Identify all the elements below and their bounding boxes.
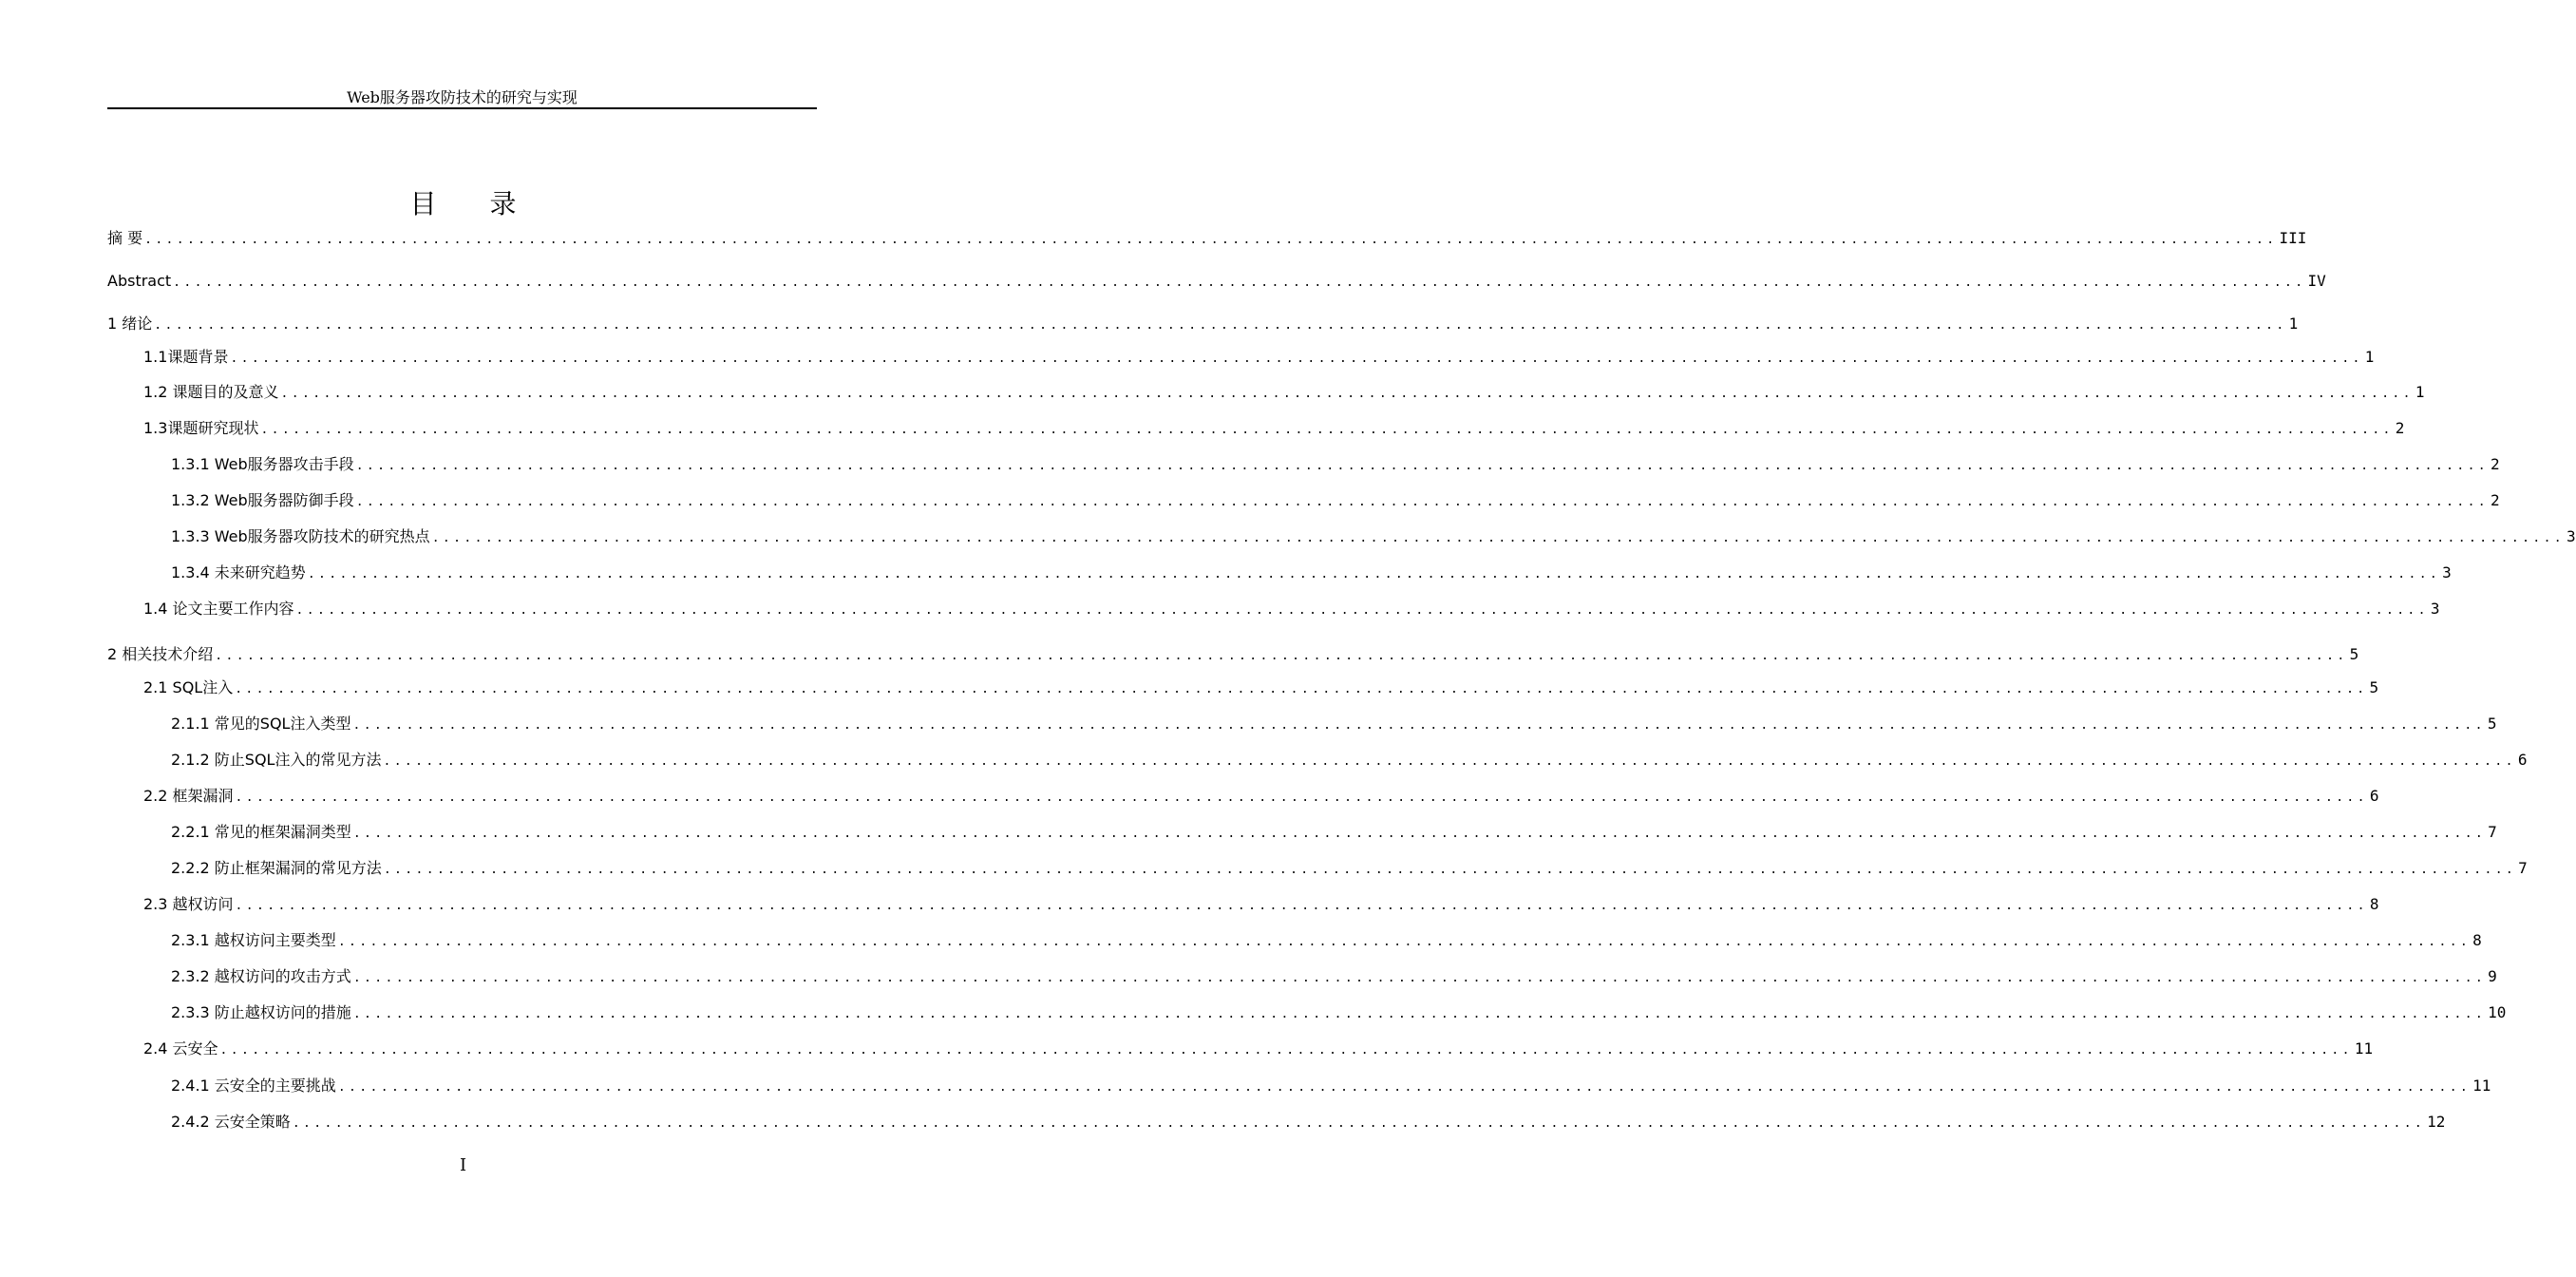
toc-entry-label: 2.1 SQL注入 [143,678,234,696]
toc-entry-label: 2.3.1 越权访问主要类型 [171,931,336,949]
toc-entry[interactable] [143,677,2379,698]
toc-entry-page: III [2279,229,2307,247]
toc-entry-page: 7 [2488,823,2497,841]
toc-entry-label: 1.4 论文主要工作内容 [143,600,294,618]
toc-entry-label: 1 绪论 [107,314,153,333]
toc-entry-label: Abstract [107,272,172,290]
toc-entry-page: 5 [2349,645,2359,663]
toc-entry-page: 3 [2442,563,2452,581]
toc-entry-page: 5 [2369,678,2379,696]
toc-entry-label: 1.3.4 未来研究趋势 [171,563,306,581]
toc-entry[interactable] [107,314,2299,334]
toc-entry-label: 2.3.3 防止越权访问的措施 [171,1003,351,1021]
toc-entry-page: 8 [2369,895,2379,913]
dot-leader: ........................................................................................................................................................................................................ [173,276,2306,290]
toc-entry-page: 11 [2354,1039,2374,1058]
toc-entry-page: 3 [2430,600,2440,618]
title-char: 录 [489,188,517,219]
toc-entry[interactable] [143,382,2425,403]
dot-leader: ........................................................................................................................................................................................................ [154,318,2287,333]
toc-entry-page: IV [2307,272,2326,290]
toc-entry-page: 7 [2518,859,2528,877]
toc-entry-label: 1.2 课题目的及意义 [143,383,279,401]
dot-leader: ........................................................................................................................................................................................................ [307,567,2441,581]
toc-entry-label: 1.3.1 Web服务器攻击手段 [171,455,354,473]
toc-entry-page: 2 [2395,419,2405,437]
toc-entry[interactable] [171,562,2452,583]
toc-entry-page: 2 [2491,491,2500,509]
dot-leader: ........................................................................................................................................................................................................ [337,1080,2472,1095]
page-number: I [459,1155,467,1175]
toc-entry-label: 2.4.2 云安全策略 [171,1113,291,1131]
toc-entry[interactable] [171,490,2500,511]
toc-entry-label: 2.4.1 云安全的主要挑战 [171,1077,336,1095]
toc-entry-page: 6 [2517,751,2528,769]
toc-entry[interactable] [171,858,2528,879]
toc-entry-label: 2.3 越权访问 [143,895,234,913]
toc-entry[interactable] [143,786,2379,807]
toc-entry-label: 2.3.2 越权访问的攻击方式 [171,967,351,985]
toc-entry-label: 2.2 框架漏洞 [143,787,234,805]
toc-entry-page: 10 [2488,1003,2507,1021]
dot-leader: ........................................................................................................................................................................................................ [144,233,2278,247]
toc-entry-page: 5 [2487,715,2497,733]
dot-leader: ........................................................................................................................................................................................................ [235,682,2368,696]
dot-leader: ........................................................................................................................................................................................................ [352,1007,2487,1021]
toc-entry[interactable] [107,644,2359,665]
toc-entry-page: 11 [2472,1077,2491,1095]
dot-leader: ........................................................................................................................................................................................................ [383,863,2517,877]
toc-entry-label: 1.3.2 Web服务器防御手段 [171,491,354,509]
toc-entry-page: 3 [2567,527,2576,545]
dot-leader: ........................................................................................................................................................................................................ [295,603,2429,618]
toc-entry[interactable] [171,526,2576,547]
toc-entry-page: 1 [2364,348,2375,366]
toc-entry[interactable] [107,271,2326,292]
toc-entry-page: 1 [2415,383,2425,401]
toc-entry-page: 12 [2427,1113,2446,1131]
running-header: Web服务器攻防技术的研究与实现 [347,88,578,106]
toc-entry[interactable] [171,750,2528,771]
toc-entry[interactable] [171,930,2482,951]
toc-entry[interactable] [171,1076,2491,1096]
toc-entry[interactable] [171,454,2500,475]
dot-leader: ........................................................................................................................................................................................................ [352,827,2487,841]
dot-leader: ........................................................................................................................................................................................................ [352,971,2487,985]
dot-leader: ........................................................................................................................................................................................................ [280,387,2414,401]
toc-entry[interactable] [171,822,2497,843]
toc-entry-label: 摘 要 [107,229,143,247]
dot-leader: ........................................................................................................................................................................................................ [355,495,2490,509]
toc-entry[interactable] [171,1112,2446,1133]
page-title [0,183,926,221]
dot-leader: ........................................................................................................................................................................................................ [355,459,2490,473]
toc-entry[interactable] [107,228,2307,249]
dot-leader: ........................................................................................................................................................................................................ [431,531,2566,545]
title-char: 目 [409,188,437,219]
dot-leader: ........................................................................................................................................................................................................ [215,649,2348,663]
dot-leader: ........................................................................................................................................................................................................ [235,791,2368,805]
toc-entry-label: 2.2.1 常见的框架漏洞类型 [171,823,351,841]
toc-entry[interactable] [171,1002,2507,1023]
toc-entry-label: 2.4 云安全 [143,1039,218,1058]
toc-entry-label: 2.1.1 常见的SQL注入类型 [171,715,351,733]
toc-entry[interactable] [171,966,2497,987]
toc-entry-label: 2 相关技术介绍 [107,645,214,663]
toc-entry-page: 6 [2369,787,2379,805]
toc-entry[interactable] [143,418,2405,439]
dot-leader: ........................................................................................................................................................................................................ [219,1043,2353,1058]
toc-entry-page: 1 [2288,314,2299,333]
dot-leader: ........................................................................................................................................................................................................ [235,899,2368,913]
dot-leader: ........................................................................................................................................................................................................ [230,352,2363,366]
toc-entry[interactable] [143,1039,2374,1059]
toc-entry-label: 2.1.2 防止SQL注入的常见方法 [171,751,382,769]
toc-entry-page: 9 [2488,967,2497,985]
dot-leader: ........................................................................................................................................................................................................ [292,1116,2426,1131]
dot-leader: ........................................................................................................................................................................................................ [337,935,2472,949]
toc-entry[interactable] [143,347,2375,368]
toc-entry-label: 2.2.2 防止框架漏洞的常见方法 [171,859,382,877]
dot-leader: ........................................................................................................................................................................................................ [383,754,2516,769]
toc-entry[interactable] [143,894,2379,915]
toc-entry-label: 1.3课题研究现状 [143,419,259,437]
toc-entry[interactable] [143,599,2440,619]
toc-entry-page: 2 [2491,455,2500,473]
dot-leader: ........................................................................................................................................................................................................ [260,423,2394,437]
toc-entry-label: 1.3.3 Web服务器攻防技术的研究热点 [171,527,430,545]
toc-entry-page: 8 [2472,931,2482,949]
toc-entry[interactable] [171,714,2497,734]
header-rule [107,107,817,109]
dot-leader: ........................................................................................................................................................................................................ [352,718,2486,733]
toc-entry-label: 1.1课题背景 [143,348,229,366]
